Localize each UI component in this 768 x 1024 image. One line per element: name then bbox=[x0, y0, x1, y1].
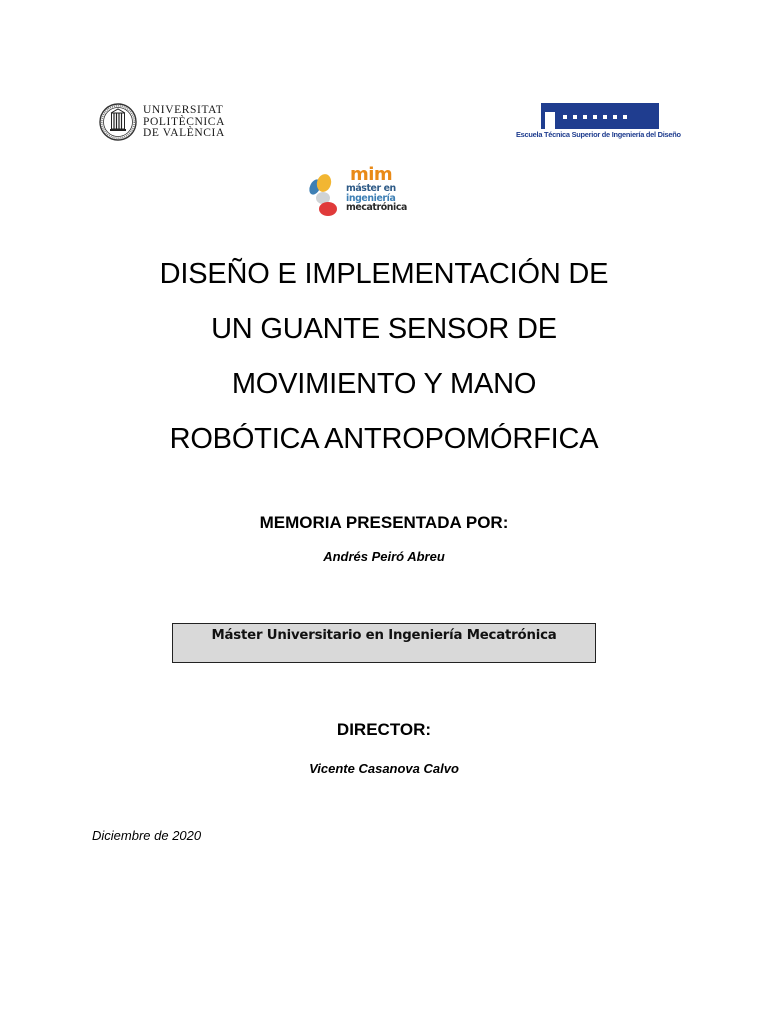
mim-word: mim bbox=[350, 164, 393, 185]
director-name: Vicente Casanova Calvo bbox=[309, 761, 459, 776]
thesis-title bbox=[84, 247, 684, 467]
etsid-logo bbox=[516, 103, 681, 143]
title-line-2: UN GUANTE SENSOR DE bbox=[211, 313, 557, 345]
title-line-1: DISEÑO E IMPLEMENTACIÓN DE bbox=[159, 258, 609, 290]
upv-name bbox=[143, 105, 225, 140]
author-name: Andrés Peiró Abreu bbox=[323, 549, 445, 564]
date: Diciembre de 2020 bbox=[92, 828, 202, 843]
presented-by-label: MEMORIA PRESENTADA POR: bbox=[259, 513, 509, 532]
mim-logo bbox=[306, 164, 412, 219]
university-seal-icon bbox=[99, 103, 137, 141]
mim-text bbox=[346, 184, 407, 213]
upv-name-line-3: DE VALÈNCIA bbox=[143, 127, 225, 139]
upv-name-line-1: UNIVERSITAT bbox=[143, 104, 224, 116]
degree-name: Máster Universitario en Ingeniería Mecatrónica bbox=[211, 628, 557, 643]
etsid-caption: Escuela Técnica Superior de Ingeniería del Diseño bbox=[516, 130, 681, 139]
building-icon bbox=[541, 103, 659, 129]
degree-box bbox=[172, 623, 596, 663]
mim-line-3: mecatrónica bbox=[346, 202, 407, 214]
title-line-4: ROBÓTICA ANTROPOMÓRFICA bbox=[169, 423, 599, 455]
title-line-3: MOVIMIENTO Y MANO bbox=[231, 368, 537, 400]
upv-logo bbox=[99, 101, 224, 143]
mim-line-1: máster en bbox=[346, 183, 396, 194]
director-label: DIRECTOR: bbox=[336, 720, 432, 739]
mim-line-2: ingeniería bbox=[346, 192, 396, 204]
upv-name-line-2: POLITÈCNICA bbox=[143, 115, 225, 128]
